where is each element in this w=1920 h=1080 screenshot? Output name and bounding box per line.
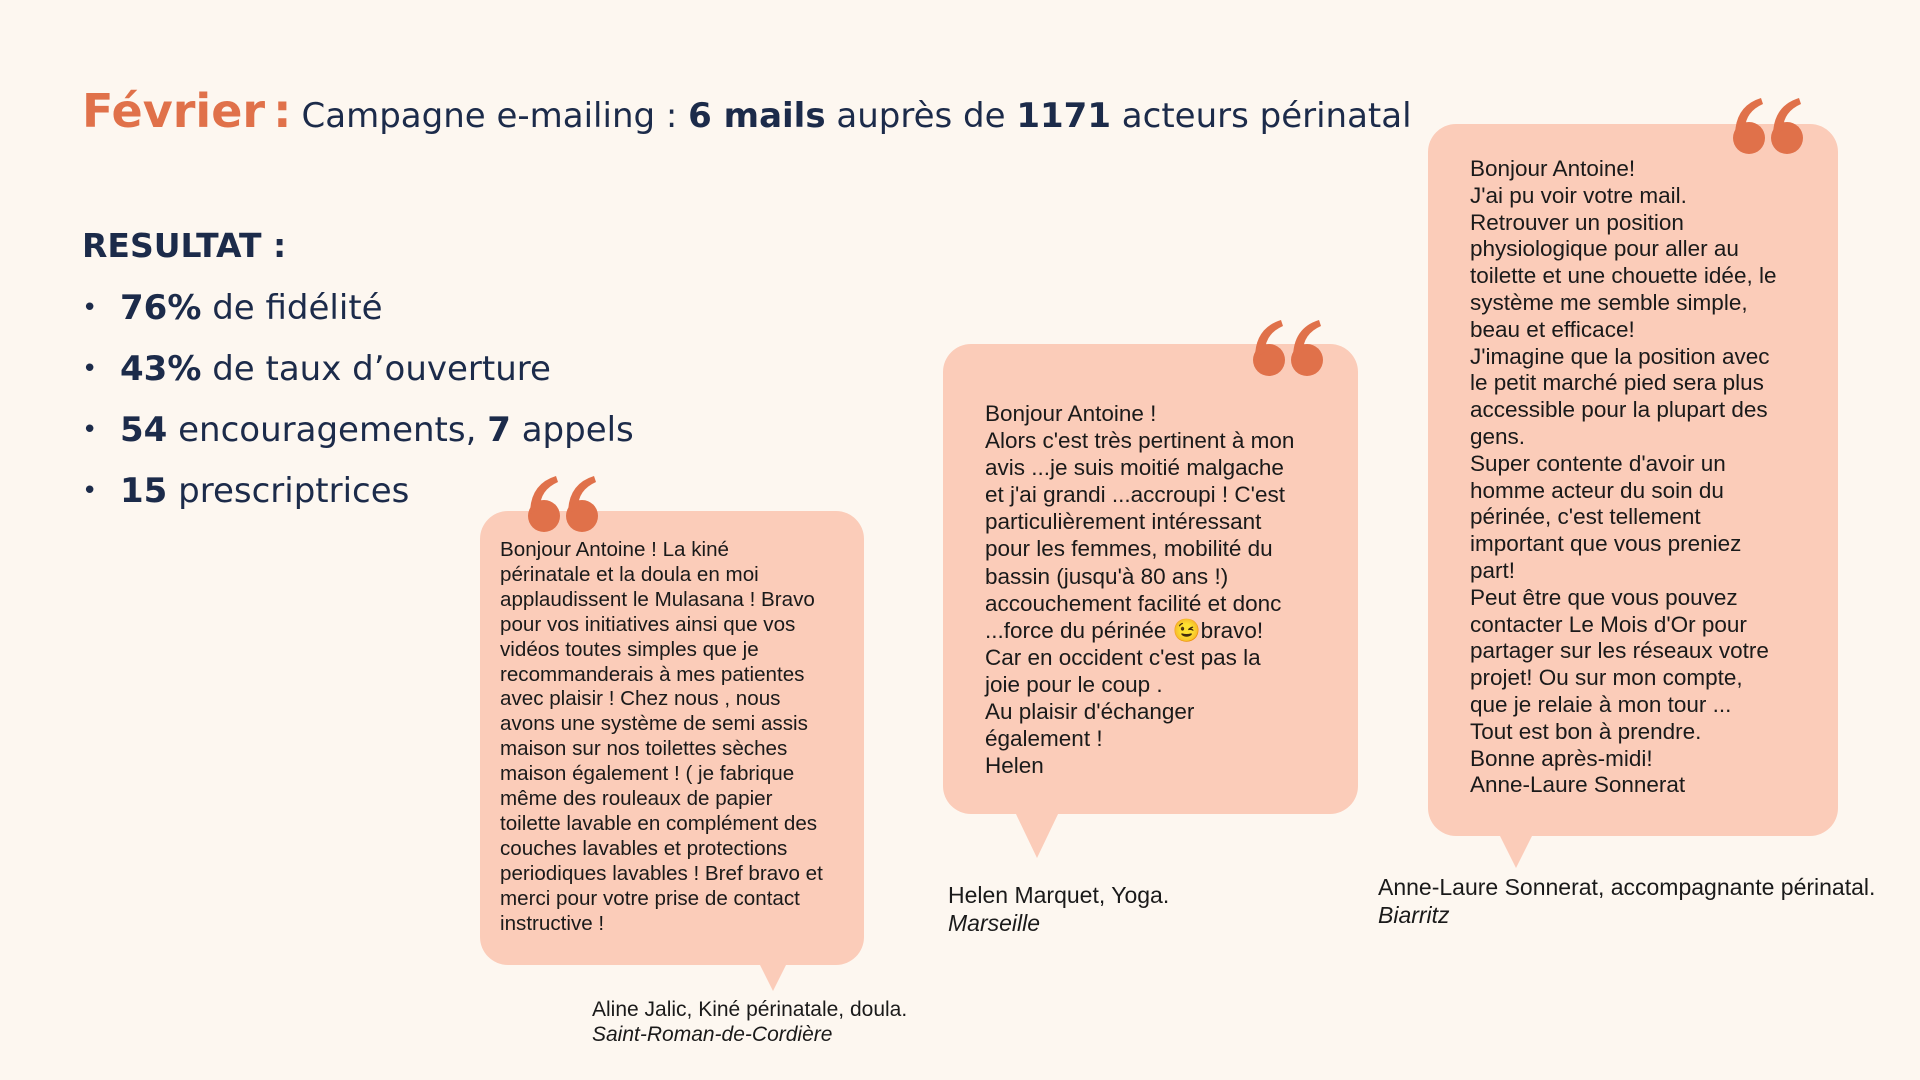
testimonial-text: Bonjour Antoine ! Alors c'est très pertinent à mon avis ...je suis moitié malgache et j'ai grandi ...accroupi ! C'est particulièrement intéressant pour les femmes, mobilité du bassin (jusqu'à 80 ans !) accouchement facilité et donc ...force du périnée 😉bravo! Car en occident c'est pas la joie pour le coup . Au plaisir d'échanger également ! Helen [985, 401, 1295, 779]
testimonial-author: Aline Jalic, Kiné périnatale, doula. [592, 998, 908, 1021]
page-title [82, 84, 1412, 138]
result-item [82, 284, 634, 345]
testimonial-signature-1 [592, 997, 907, 1047]
quote-icon [1251, 318, 1327, 378]
title-month: Février [82, 84, 266, 138]
testimonial-place: Marseille [948, 910, 1041, 936]
subtitle-part1: Campagne e-mailing : [301, 96, 689, 136]
bubble-tail [1500, 836, 1532, 868]
actors-count: 1171 [1016, 96, 1111, 136]
bullet: • [82, 415, 98, 445]
bubble-tail [758, 961, 788, 991]
testimonial-text: Bonjour Antoine ! La kiné périnatale et la doula en moi applaudissent le Mulasana ! Bravo pour vos initiatives ainsi que vos vidéos toutes simples que je recommanderais à mes patientes avec plaisir ! Chez nous , nous avons une système de semi assis maison sur nos toilettes sèches maison également ! ( je fabrique même des rouleaux de papier toilette lavable en complément des couches lavables et protections periodiques lavables ! Bref bravo et merci pour votre prise de contact instructive ! [500, 538, 823, 935]
testimonial-author: Anne-Laure Sonnerat, accompagnante périnatal. [1378, 874, 1876, 900]
quote-icon [1731, 96, 1807, 156]
result-text: encouragements, [167, 410, 488, 450]
testimonial-signature-3 [1378, 873, 1875, 929]
testimonial-signature-2 [948, 881, 1169, 937]
subtitle-part2: auprès de [825, 96, 1017, 136]
bubble-tail [1015, 812, 1059, 858]
title-colon: : [273, 84, 292, 138]
testimonial-bubble-2 [943, 344, 1358, 814]
result-value: 15 [120, 471, 168, 511]
result-value: 43% [120, 349, 202, 389]
result-text: de fidélité [201, 288, 383, 328]
result-value: 54 [120, 410, 168, 450]
testimonial-bubble-3 [1428, 124, 1838, 836]
bullet: • [82, 354, 98, 384]
bullet: • [82, 293, 98, 323]
result-value-2: 7 [487, 410, 511, 450]
quote-icon [526, 474, 602, 534]
result-text: prescriptrices [167, 471, 410, 511]
testimonial-place: Biarritz [1378, 902, 1450, 928]
result-item [82, 406, 634, 467]
subtitle-part3: acteurs périnatal [1110, 96, 1412, 136]
result-value: 76% [120, 288, 202, 328]
testimonial-bubble-1 [480, 511, 864, 965]
testimonial-text: Bonjour Antoine! J'ai pu voir votre mail. Retrouver un position physiologique pour aller au toilette et une chouette idée, le système me semble simple, beau et efficace! J'imagine que la position avec le petit marché pied sera plus accessible pour la plupart des gens. Super contente d'avoir un homme acteur du soin du périnée, c'est tellement important que vous preniez part! Peut être que vous pouvez contacter Le Mois d'Or pour partager sur les réseaux votre projet! Ou sur mon compte, que je relaie à mon tour ... Tout est bon à prendre. Bonne après-midi! Anne-Laure Sonnerat [1470, 156, 1777, 798]
title-subtitle [302, 96, 1412, 136]
bullet: • [82, 476, 98, 506]
result-item [82, 345, 634, 406]
result-text-2: appels [510, 410, 634, 450]
results-heading: RESULTAT : [82, 226, 287, 265]
testimonial-author: Helen Marquet, Yoga. [948, 882, 1170, 908]
mails-count: 6 mails [688, 96, 826, 136]
result-text: de taux d’ouverture [201, 349, 551, 389]
testimonial-place: Saint-Roman-de-Cordière [592, 1023, 833, 1046]
